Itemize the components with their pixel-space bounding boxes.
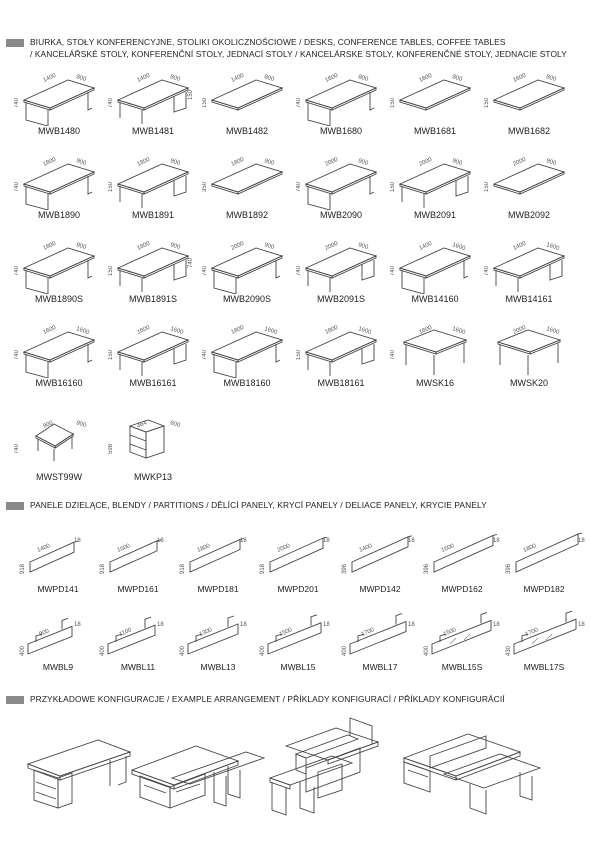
- dim-width: 1800: [324, 324, 340, 336]
- desk-drawing: [14, 412, 104, 472]
- dim-depth: 900: [263, 242, 275, 251]
- dim-depth: 1600: [545, 242, 560, 253]
- product-code: MWPD201: [277, 584, 319, 594]
- panel-item-mwpd142: [338, 528, 422, 606]
- desk-drawing: [484, 66, 574, 126]
- dim-depth: 1600: [263, 326, 278, 337]
- dim-height: 150: [484, 181, 490, 192]
- product-code: MWB1891S: [128, 294, 178, 304]
- desk-item-mwb2090s: [202, 234, 292, 312]
- dim-depth: 1600: [75, 326, 90, 337]
- dim-height: 150: [390, 97, 396, 108]
- dim-depth: 800: [451, 74, 463, 83]
- dim-thickness: 18: [493, 622, 500, 628]
- dim-width: 1800: [230, 156, 246, 168]
- product-code: MWB16160: [35, 378, 83, 388]
- desk-drawing: [390, 234, 480, 294]
- arrangement-bench-with-panels: [270, 718, 378, 815]
- dim-thickness: 18: [74, 622, 81, 628]
- panel-item-mwpd141: [16, 528, 100, 606]
- desk-item-mwb1681: [390, 66, 480, 144]
- desk-item-mwst99w: [14, 412, 104, 490]
- blend-drawing: [502, 606, 586, 666]
- dim-width: 1100: [118, 627, 133, 638]
- desk-drawing: [484, 318, 574, 378]
- section-desks-title-line2: / KANCELÁŘSKÉ STOLY, KONFERENČNÍ STOLY, JEDNACÍ STOLY / KANCELÁRSKE STOLY, KONFERENČNÉ STOLY, JEDNACIE STOLY: [30, 49, 567, 59]
- dim-height: 150: [108, 349, 114, 360]
- dim-height: 740: [14, 265, 20, 276]
- product-code: MWB2091: [413, 210, 457, 220]
- desk-drawing: [202, 318, 292, 378]
- arrangement-double-desk: [404, 734, 540, 814]
- dim-thickness: 18: [240, 538, 247, 544]
- dim-height: 150: [108, 181, 114, 192]
- section-desks-header: [6, 36, 567, 60]
- section-marker: [6, 696, 24, 704]
- dim-width: 1600: [512, 72, 528, 84]
- panel-drawing: [256, 528, 340, 588]
- dim-width: 1600: [116, 543, 132, 554]
- desk-item-mwb1890s: [14, 234, 104, 312]
- panel-drawing: [176, 528, 260, 588]
- blend-drawing: [256, 606, 340, 666]
- dim-width: 2000: [324, 156, 340, 168]
- product-code: MWBL11: [120, 662, 156, 672]
- dim-depth: 900: [75, 420, 87, 429]
- dim-thickness: 18: [157, 538, 164, 544]
- dim-depth: 900: [545, 158, 557, 167]
- dim-height: 740: [296, 265, 302, 276]
- desk-item-mwb14160: [390, 234, 480, 312]
- dim-width: 1400: [358, 543, 374, 554]
- blend-drawing: [176, 606, 260, 666]
- dim-depth: 1600: [451, 242, 466, 253]
- blend-drawing: [96, 606, 180, 666]
- product-code: MWB1482: [225, 126, 269, 136]
- product-code: MWST99W: [36, 472, 82, 482]
- dim-thickness: 18: [408, 538, 415, 544]
- dim-depth: 800: [169, 74, 181, 83]
- dim-width: 1700: [360, 627, 376, 638]
- dim-depth: 900: [75, 242, 87, 251]
- desk-drawing: [14, 150, 104, 210]
- panel-item-mwpd161: [96, 528, 180, 606]
- dim-height: 740: [296, 181, 302, 192]
- desk-drawing: [296, 234, 386, 294]
- section-partitions-header: [6, 499, 487, 511]
- dim-height: 150: [484, 97, 490, 108]
- product-code: MWBL17S: [523, 662, 565, 672]
- section-desks-title-line1: BIURKA, STOŁY KONFERENCYJNE, STOLIKI OKOLICZNOŚCIOWE / DESKS, CONFERENCE TABLES, COFFEE TABLES: [30, 37, 506, 47]
- desk-drawing: [108, 234, 198, 294]
- dim-thickness: 18: [578, 622, 585, 628]
- dim-width: 1800: [42, 156, 58, 168]
- panel-item-mwpd162: [420, 528, 504, 606]
- dim-height: 598: [108, 443, 114, 454]
- product-code: MWB18160: [223, 378, 271, 388]
- desk-drawing: [202, 234, 292, 294]
- section-arrangements-header: [6, 693, 505, 705]
- dim-width: 900: [42, 420, 54, 430]
- dim-depth: 900: [169, 158, 181, 167]
- product-code: MWBL15: [280, 662, 316, 672]
- dim-depth: 900: [169, 242, 181, 251]
- desk-drawing: [484, 234, 574, 294]
- dim-width: 2000: [418, 156, 434, 168]
- desk-item-mwkp13: [108, 412, 198, 490]
- dim-depth: 1600: [451, 326, 466, 337]
- desk-drawing: [484, 150, 574, 210]
- product-code: MWKP13: [133, 472, 172, 482]
- section-marker: [6, 39, 24, 47]
- product-code: MWBL17: [362, 662, 398, 672]
- dim-height: 740: [390, 265, 396, 276]
- dim-thickness: 18: [408, 622, 415, 628]
- blend-drawing: [420, 606, 504, 666]
- product-code: MWB1892: [225, 210, 269, 220]
- dim-width: 1800: [42, 240, 58, 252]
- desk-item-mwb1891s: [108, 234, 198, 312]
- dim-thickness: 18: [240, 622, 247, 628]
- dim-width: 464: [136, 420, 148, 430]
- dim-height: 150: [390, 181, 396, 192]
- dim-width: 2000: [324, 240, 340, 252]
- desk-item-mwb18161: [296, 318, 386, 396]
- dim-width: 1400: [136, 72, 152, 84]
- dim-width: 1700: [524, 627, 540, 638]
- dim-height: 740: [202, 265, 208, 276]
- desk-drawing: [390, 150, 480, 210]
- product-code: MWB1681: [413, 126, 457, 136]
- desk-item-mwb2091s: [296, 234, 386, 312]
- dim-height: 740: [202, 349, 208, 360]
- blend-item-mwbl17s: [502, 606, 586, 684]
- dim-depth: 900: [357, 158, 369, 167]
- dim-height: 350: [202, 181, 208, 192]
- dim-width: 1400: [230, 72, 246, 84]
- dim-height: 400: [20, 645, 26, 656]
- product-code: MWB1682: [507, 126, 551, 136]
- dim-height: 396: [342, 563, 348, 574]
- dim-height-secondary: 150: [188, 89, 194, 100]
- desk-drawing: [296, 66, 386, 126]
- panel-drawing: [420, 528, 504, 588]
- product-code: MWPD162: [441, 584, 483, 594]
- dim-thickness: 18: [157, 622, 164, 628]
- dim-width: 1600: [136, 324, 152, 336]
- dim-thickness: 18: [493, 538, 500, 544]
- blend-drawing: [16, 606, 100, 666]
- product-code: MWB14161: [505, 294, 553, 304]
- product-code: MWB1890S: [34, 294, 84, 304]
- dim-height: 740: [14, 97, 20, 108]
- dim-width: 1600: [42, 324, 58, 336]
- desk-item-mwb18160: [202, 318, 292, 396]
- dim-depth: 800: [545, 74, 557, 83]
- dim-width: 2000: [276, 543, 292, 554]
- dim-thickness: 18: [578, 538, 585, 544]
- dim-width: 1800: [136, 156, 152, 168]
- dim-width: 1300: [198, 627, 214, 638]
- dim-height: 740: [484, 265, 490, 276]
- desk-drawing: [296, 150, 386, 210]
- section-partitions-title: PANELE DZIELĄCE, BLENDY / PARTITIONS / DĚLÍCÍ PANELY, KRYCÍ PANELY / DELIACE PANELY, KRYCIE PANELY: [30, 500, 487, 510]
- dim-width: 1400: [512, 240, 528, 252]
- dim-height: 918: [260, 563, 266, 574]
- panel-item-mwpd201: [256, 528, 340, 606]
- dim-height: 918: [180, 563, 186, 574]
- desk-drawing: [108, 150, 198, 210]
- dim-width: 1600: [324, 72, 340, 84]
- dim-height: 918: [100, 563, 106, 574]
- blend-item-mwbl13: [176, 606, 260, 684]
- blend-item-mwbl11: [96, 606, 180, 684]
- example-arrangements-drawings: [0, 712, 591, 832]
- product-code: MWB14160: [411, 294, 459, 304]
- dim-width: 1500: [442, 627, 458, 638]
- panel-drawing: [16, 528, 100, 588]
- blend-item-mwbl15s: [420, 606, 504, 684]
- desk-item-mwb1481: [108, 66, 198, 144]
- dim-width: 1600: [418, 72, 434, 84]
- dim-width: 2000: [512, 156, 528, 168]
- product-code: MWSK20: [509, 378, 548, 388]
- product-code: MWBL15S: [441, 662, 483, 672]
- desk-drawing: [108, 66, 198, 126]
- dim-height: 396: [506, 563, 512, 574]
- product-code: MWPD161: [117, 584, 159, 594]
- desk-item-mwb16161: [108, 318, 198, 396]
- blend-item-mwbl15: [256, 606, 340, 684]
- dim-width: 1800: [196, 543, 212, 554]
- dim-width: 1600: [440, 543, 456, 554]
- product-code: MWB1481: [131, 126, 175, 136]
- dim-depth: 800: [357, 74, 369, 83]
- dim-height: 430: [506, 645, 512, 656]
- dim-thickness: 18: [323, 538, 330, 544]
- product-code: MWSK16: [415, 378, 454, 388]
- desk-drawing: [202, 66, 292, 126]
- desk-item-mwb1480: [14, 66, 104, 144]
- dim-height: 400: [260, 645, 266, 656]
- dim-width: 2000: [512, 324, 528, 336]
- dim-height: 740: [296, 97, 302, 108]
- desk-item-mwb1891: [108, 150, 198, 228]
- dim-width: 1400: [42, 72, 58, 84]
- dim-height-secondary: 740: [188, 257, 194, 268]
- desk-drawing: [14, 66, 104, 126]
- dim-height: 918: [20, 563, 26, 574]
- dim-height: 400: [342, 645, 348, 656]
- dim-width: 900: [38, 628, 51, 638]
- panel-drawing: [502, 528, 586, 588]
- desk-drawing: [202, 150, 292, 210]
- desk-item-mwb14161: [484, 234, 574, 312]
- desk-item-mwsk16: [390, 318, 480, 396]
- desk-item-mwb2090: [296, 150, 386, 228]
- product-code: MWB2090S: [222, 294, 272, 304]
- arrangement-desk-with-pedestal: [28, 740, 130, 808]
- blend-item-mwbl17: [338, 606, 422, 684]
- panel-drawing: [338, 528, 422, 588]
- product-code: MWPD181: [197, 584, 239, 594]
- dim-depth: 1600: [169, 326, 184, 337]
- dim-depth: 600: [169, 420, 181, 429]
- dim-height: 400: [424, 645, 430, 656]
- desk-drawing: [108, 412, 198, 472]
- dim-height: 740: [14, 443, 20, 454]
- panel-item-mwpd182: [502, 528, 586, 606]
- dim-width: 1800: [136, 240, 152, 252]
- dim-width: 1800: [522, 543, 538, 554]
- dim-width: 1800: [230, 324, 246, 336]
- dim-depth: 900: [357, 242, 369, 251]
- dim-height: 400: [180, 645, 186, 656]
- product-code: MWB2092: [507, 210, 551, 220]
- desk-drawing: [390, 318, 480, 378]
- blend-item-mwbl9: [16, 606, 100, 684]
- dim-width: 1500: [278, 627, 294, 638]
- dim-height: 740: [390, 349, 396, 360]
- panel-drawing: [96, 528, 180, 588]
- desk-item-mwb2091: [390, 150, 480, 228]
- dim-thickness: 18: [323, 622, 330, 628]
- dim-width: 1400: [418, 240, 434, 252]
- product-code: MWPD141: [37, 584, 79, 594]
- section-marker: [6, 502, 24, 510]
- product-code: MWB1890: [37, 210, 81, 220]
- arrangement-l-desk: [132, 746, 264, 808]
- desk-item-mwb2092: [484, 150, 574, 228]
- desk-item-mwb1892: [202, 150, 292, 228]
- product-code: MWB16161: [129, 378, 177, 388]
- desk-item-mwb1682: [484, 66, 574, 144]
- dim-width: 1400: [36, 543, 52, 554]
- dim-height: 740: [14, 349, 20, 360]
- dim-height: 396: [424, 563, 430, 574]
- desk-drawing: [14, 318, 104, 378]
- desk-item-mwb1680: [296, 66, 386, 144]
- dim-depth: 900: [75, 158, 87, 167]
- dim-height: 740: [108, 97, 114, 108]
- dim-height: 150: [296, 349, 302, 360]
- product-code: MWB2091S: [316, 294, 366, 304]
- panel-item-mwpd181: [176, 528, 260, 606]
- dim-depth: 800: [75, 74, 87, 83]
- desk-item-mwb16160: [14, 318, 104, 396]
- dim-height: 740: [14, 181, 20, 192]
- dim-width: 1600: [418, 324, 434, 336]
- product-code: MWBL9: [42, 662, 74, 672]
- desk-drawing: [108, 318, 198, 378]
- dim-width: 2000: [230, 240, 246, 252]
- dim-depth: 1600: [357, 326, 372, 337]
- desk-drawing: [14, 234, 104, 294]
- dim-depth: 1600: [545, 326, 560, 337]
- desk-drawing: [296, 318, 386, 378]
- product-code: MWB1891: [131, 210, 175, 220]
- dim-height: 150: [108, 265, 114, 276]
- dim-height: 400: [100, 645, 106, 656]
- product-code: MWB1680: [319, 126, 363, 136]
- dim-height: 150: [202, 97, 208, 108]
- desk-item-mwsk20: [484, 318, 574, 396]
- dim-depth: 800: [263, 74, 275, 83]
- section-arrangements-title: PRZYKŁADOWE KONFIGURACJE / EXAMPLE ARRANGEMENT / PŘÍKLADY KONFIGURACÍ / PŘÍKLADY KONFIGURÁCIÍ: [30, 694, 505, 704]
- desk-drawing: [390, 66, 480, 126]
- product-code: MWPD182: [523, 584, 565, 594]
- dim-thickness: 18: [74, 538, 81, 544]
- product-code: MWB2090: [319, 210, 363, 220]
- product-code: MWPD142: [359, 584, 401, 594]
- product-code: MWBL13: [200, 662, 236, 672]
- dim-depth: 900: [451, 158, 463, 167]
- desk-item-mwb1890: [14, 150, 104, 228]
- blend-drawing: [338, 606, 422, 666]
- product-code: MWB1480: [37, 126, 81, 136]
- desk-item-mwb1482: [202, 66, 292, 144]
- product-code: MWB18161: [317, 378, 365, 388]
- dim-depth: 900: [263, 158, 275, 167]
